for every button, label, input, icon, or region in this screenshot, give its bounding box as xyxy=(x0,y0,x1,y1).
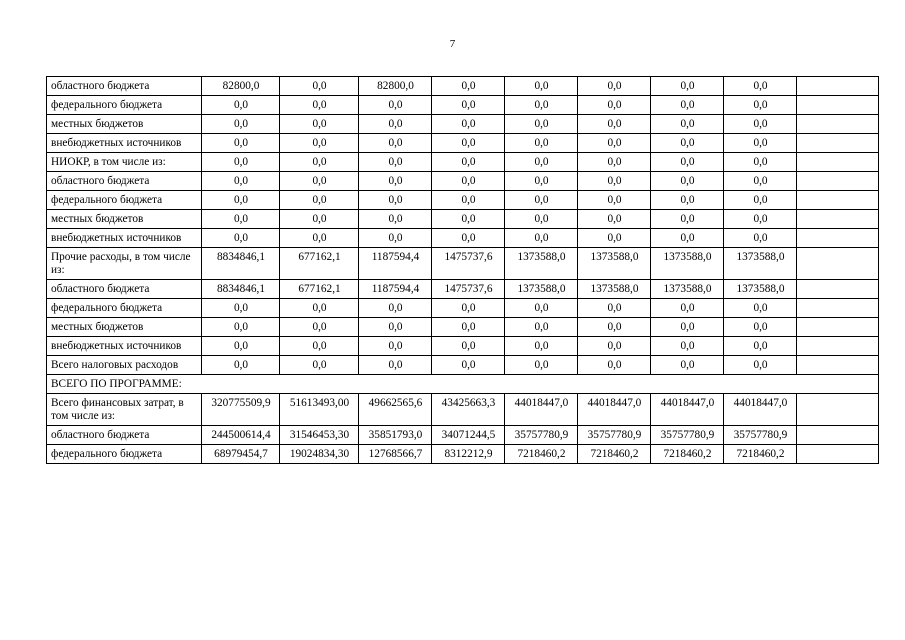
value-cell: 0,0 xyxy=(578,172,651,191)
value-cell: 0,0 xyxy=(202,229,280,248)
value-cell: 7218460,2 xyxy=(651,445,724,464)
value-cell: 0,0 xyxy=(724,229,797,248)
row-label: Всего налоговых расходов xyxy=(47,356,202,375)
row-label: Прочие расходы, в том числе из: xyxy=(47,248,202,280)
value-cell: 0,0 xyxy=(202,318,280,337)
value-cell: 1373588,0 xyxy=(505,248,578,280)
value-cell: 51613493,00 xyxy=(280,394,359,426)
value-cell: 0,0 xyxy=(432,153,505,172)
value-cell: 0,0 xyxy=(505,153,578,172)
value-cell: 0,0 xyxy=(505,96,578,115)
value-cell xyxy=(797,426,879,445)
value-cell: 0,0 xyxy=(280,115,359,134)
value-cell: 0,0 xyxy=(280,337,359,356)
value-cell: 0,0 xyxy=(651,337,724,356)
value-cell: 0,0 xyxy=(359,115,432,134)
table-row xyxy=(47,426,879,445)
value-cell: 0,0 xyxy=(432,77,505,96)
value-cell: 0,0 xyxy=(724,77,797,96)
value-cell: 0,0 xyxy=(280,299,359,318)
value-cell: 35757780,9 xyxy=(651,426,724,445)
table-row xyxy=(47,280,879,299)
value-cell: 0,0 xyxy=(724,115,797,134)
value-cell: 31546453,30 xyxy=(280,426,359,445)
value-cell: 0,0 xyxy=(651,229,724,248)
value-cell xyxy=(797,134,879,153)
value-cell xyxy=(797,280,879,299)
value-cell: 0,0 xyxy=(432,115,505,134)
value-cell: 0,0 xyxy=(280,134,359,153)
value-cell: 82800,0 xyxy=(202,77,280,96)
value-cell xyxy=(797,299,879,318)
value-cell: 1373588,0 xyxy=(505,280,578,299)
value-cell: 0,0 xyxy=(432,191,505,210)
value-cell: 35757780,9 xyxy=(578,426,651,445)
value-cell: 0,0 xyxy=(505,77,578,96)
value-cell: 0,0 xyxy=(505,115,578,134)
value-cell: 0,0 xyxy=(505,191,578,210)
table-row xyxy=(47,229,879,248)
value-cell: 0,0 xyxy=(202,191,280,210)
row-label: местных бюджетов xyxy=(47,318,202,337)
value-cell: 1187594,4 xyxy=(359,248,432,280)
value-cell xyxy=(797,445,879,464)
row-label: федерального бюджета xyxy=(47,191,202,210)
value-cell: 8312212,9 xyxy=(432,445,505,464)
row-label: Всего финансовых затрат, в том числе из: xyxy=(47,394,202,426)
value-cell: 1475737,6 xyxy=(432,248,505,280)
section-heading: ВСЕГО ПО ПРОГРАММЕ: xyxy=(47,375,879,394)
row-label: областного бюджета xyxy=(47,172,202,191)
value-cell xyxy=(797,318,879,337)
value-cell: 0,0 xyxy=(578,318,651,337)
value-cell xyxy=(797,356,879,375)
value-cell: 0,0 xyxy=(578,229,651,248)
value-cell: 19024834,30 xyxy=(280,445,359,464)
value-cell: 7218460,2 xyxy=(724,445,797,464)
row-label: внебюджетных источников xyxy=(47,337,202,356)
value-cell: 0,0 xyxy=(578,191,651,210)
value-cell: 0,0 xyxy=(432,210,505,229)
value-cell: 0,0 xyxy=(724,318,797,337)
value-cell: 0,0 xyxy=(578,299,651,318)
value-cell: 0,0 xyxy=(578,337,651,356)
value-cell: 0,0 xyxy=(359,96,432,115)
value-cell: 0,0 xyxy=(724,210,797,229)
table-row xyxy=(47,115,879,134)
table-row xyxy=(47,394,879,426)
table-row xyxy=(47,318,879,337)
value-cell: 0,0 xyxy=(359,191,432,210)
value-cell: 0,0 xyxy=(724,356,797,375)
value-cell: 0,0 xyxy=(432,172,505,191)
table-row xyxy=(47,299,879,318)
value-cell: 0,0 xyxy=(280,96,359,115)
table-row xyxy=(47,248,879,280)
value-cell: 0,0 xyxy=(432,134,505,153)
page-number: 7 xyxy=(449,38,456,50)
value-cell: 7218460,2 xyxy=(578,445,651,464)
value-cell: 44018447,0 xyxy=(724,394,797,426)
row-label: областного бюджета xyxy=(47,280,202,299)
value-cell: 0,0 xyxy=(280,172,359,191)
value-cell: 0,0 xyxy=(359,153,432,172)
value-cell: 0,0 xyxy=(578,77,651,96)
row-label: федерального бюджета xyxy=(47,445,202,464)
value-cell: 0,0 xyxy=(432,337,505,356)
value-cell: 0,0 xyxy=(202,337,280,356)
value-cell: 35757780,9 xyxy=(505,426,578,445)
value-cell: 0,0 xyxy=(651,77,724,96)
value-cell: 43425663,3 xyxy=(432,394,505,426)
value-cell: 0,0 xyxy=(505,172,578,191)
value-cell: 0,0 xyxy=(432,96,505,115)
value-cell: 0,0 xyxy=(505,229,578,248)
value-cell: 0,0 xyxy=(202,356,280,375)
table-row xyxy=(47,191,879,210)
value-cell: 0,0 xyxy=(724,153,797,172)
value-cell: 0,0 xyxy=(651,96,724,115)
value-cell: 0,0 xyxy=(578,134,651,153)
value-cell: 0,0 xyxy=(651,191,724,210)
row-label: областного бюджета xyxy=(47,426,202,445)
value-cell: 8834846,1 xyxy=(202,280,280,299)
value-cell: 1373588,0 xyxy=(724,248,797,280)
value-cell: 0,0 xyxy=(578,210,651,229)
value-cell: 0,0 xyxy=(280,229,359,248)
value-cell: 34071244,5 xyxy=(432,426,505,445)
value-cell: 0,0 xyxy=(651,153,724,172)
value-cell xyxy=(797,248,879,280)
table-row xyxy=(47,96,879,115)
value-cell: 7218460,2 xyxy=(505,445,578,464)
value-cell: 35851793,0 xyxy=(359,426,432,445)
value-cell: 0,0 xyxy=(202,115,280,134)
value-cell: 0,0 xyxy=(505,210,578,229)
value-cell: 68979454,7 xyxy=(202,445,280,464)
value-cell xyxy=(797,394,879,426)
value-cell xyxy=(797,153,879,172)
value-cell: 82800,0 xyxy=(359,77,432,96)
value-cell: 1373588,0 xyxy=(651,248,724,280)
value-cell: 0,0 xyxy=(651,299,724,318)
value-cell: 0,0 xyxy=(505,356,578,375)
value-cell: 0,0 xyxy=(651,210,724,229)
value-cell: 244500614,4 xyxy=(202,426,280,445)
value-cell: 0,0 xyxy=(202,299,280,318)
value-cell: 0,0 xyxy=(651,115,724,134)
value-cell: 0,0 xyxy=(651,172,724,191)
table-row xyxy=(47,172,879,191)
table-row xyxy=(47,337,879,356)
table-row xyxy=(47,153,879,172)
value-cell: 0,0 xyxy=(359,356,432,375)
value-cell: 44018447,0 xyxy=(578,394,651,426)
row-label: федерального бюджета xyxy=(47,96,202,115)
table-body xyxy=(47,77,879,464)
value-cell: 0,0 xyxy=(280,153,359,172)
value-cell: 0,0 xyxy=(724,337,797,356)
table-row xyxy=(47,445,879,464)
value-cell: 0,0 xyxy=(432,318,505,337)
value-cell xyxy=(797,115,879,134)
value-cell xyxy=(797,96,879,115)
value-cell: 0,0 xyxy=(578,356,651,375)
value-cell xyxy=(797,191,879,210)
row-label: областного бюджета xyxy=(47,77,202,96)
value-cell: 0,0 xyxy=(202,153,280,172)
value-cell: 0,0 xyxy=(724,96,797,115)
value-cell: 8834846,1 xyxy=(202,248,280,280)
value-cell: 0,0 xyxy=(505,299,578,318)
row-label: внебюджетных источников xyxy=(47,229,202,248)
row-label: НИОКР, в том числе из: xyxy=(47,153,202,172)
value-cell: 0,0 xyxy=(651,134,724,153)
value-cell: 0,0 xyxy=(578,115,651,134)
value-cell: 44018447,0 xyxy=(651,394,724,426)
value-cell: 0,0 xyxy=(505,318,578,337)
value-cell: 0,0 xyxy=(505,337,578,356)
value-cell: 0,0 xyxy=(505,134,578,153)
value-cell: 0,0 xyxy=(578,153,651,172)
value-cell: 677162,1 xyxy=(280,248,359,280)
value-cell: 0,0 xyxy=(280,356,359,375)
value-cell: 0,0 xyxy=(202,96,280,115)
value-cell: 0,0 xyxy=(359,318,432,337)
value-cell: 1373588,0 xyxy=(578,280,651,299)
value-cell: 0,0 xyxy=(724,299,797,318)
value-cell: 0,0 xyxy=(202,210,280,229)
row-label: федерального бюджета xyxy=(47,299,202,318)
value-cell: 44018447,0 xyxy=(505,394,578,426)
value-cell: 0,0 xyxy=(359,229,432,248)
table-row xyxy=(47,356,879,375)
value-cell: 0,0 xyxy=(651,318,724,337)
value-cell xyxy=(797,172,879,191)
value-cell: 0,0 xyxy=(359,210,432,229)
value-cell: 0,0 xyxy=(280,77,359,96)
value-cell xyxy=(797,210,879,229)
value-cell: 0,0 xyxy=(724,191,797,210)
value-cell: 0,0 xyxy=(202,134,280,153)
table-row xyxy=(47,210,879,229)
value-cell: 0,0 xyxy=(432,229,505,248)
value-cell xyxy=(797,229,879,248)
value-cell: 0,0 xyxy=(359,337,432,356)
value-cell: 0,0 xyxy=(724,134,797,153)
value-cell: 35757780,9 xyxy=(724,426,797,445)
value-cell: 0,0 xyxy=(724,172,797,191)
value-cell: 677162,1 xyxy=(280,280,359,299)
value-cell: 1373588,0 xyxy=(724,280,797,299)
row-label: местных бюджетов xyxy=(47,115,202,134)
value-cell: 1187594,4 xyxy=(359,280,432,299)
value-cell: 1475737,6 xyxy=(432,280,505,299)
value-cell: 0,0 xyxy=(202,172,280,191)
value-cell: 0,0 xyxy=(280,210,359,229)
value-cell: 0,0 xyxy=(280,191,359,210)
value-cell: 0,0 xyxy=(432,299,505,318)
value-cell: 49662565,6 xyxy=(359,394,432,426)
value-cell xyxy=(797,337,879,356)
value-cell: 0,0 xyxy=(280,318,359,337)
value-cell: 320775509,9 xyxy=(202,394,280,426)
value-cell: 1373588,0 xyxy=(578,248,651,280)
value-cell: 0,0 xyxy=(359,299,432,318)
budget-table xyxy=(46,76,879,464)
value-cell xyxy=(797,77,879,96)
table-row xyxy=(47,134,879,153)
value-cell: 0,0 xyxy=(359,172,432,191)
value-cell: 0,0 xyxy=(432,356,505,375)
row-label: внебюджетных источников xyxy=(47,134,202,153)
value-cell: 0,0 xyxy=(651,356,724,375)
row-label: местных бюджетов xyxy=(47,210,202,229)
value-cell: 1373588,0 xyxy=(651,280,724,299)
table-row xyxy=(47,375,879,394)
value-cell: 0,0 xyxy=(578,96,651,115)
value-cell: 12768566,7 xyxy=(359,445,432,464)
value-cell: 0,0 xyxy=(359,134,432,153)
table-row xyxy=(47,77,879,96)
